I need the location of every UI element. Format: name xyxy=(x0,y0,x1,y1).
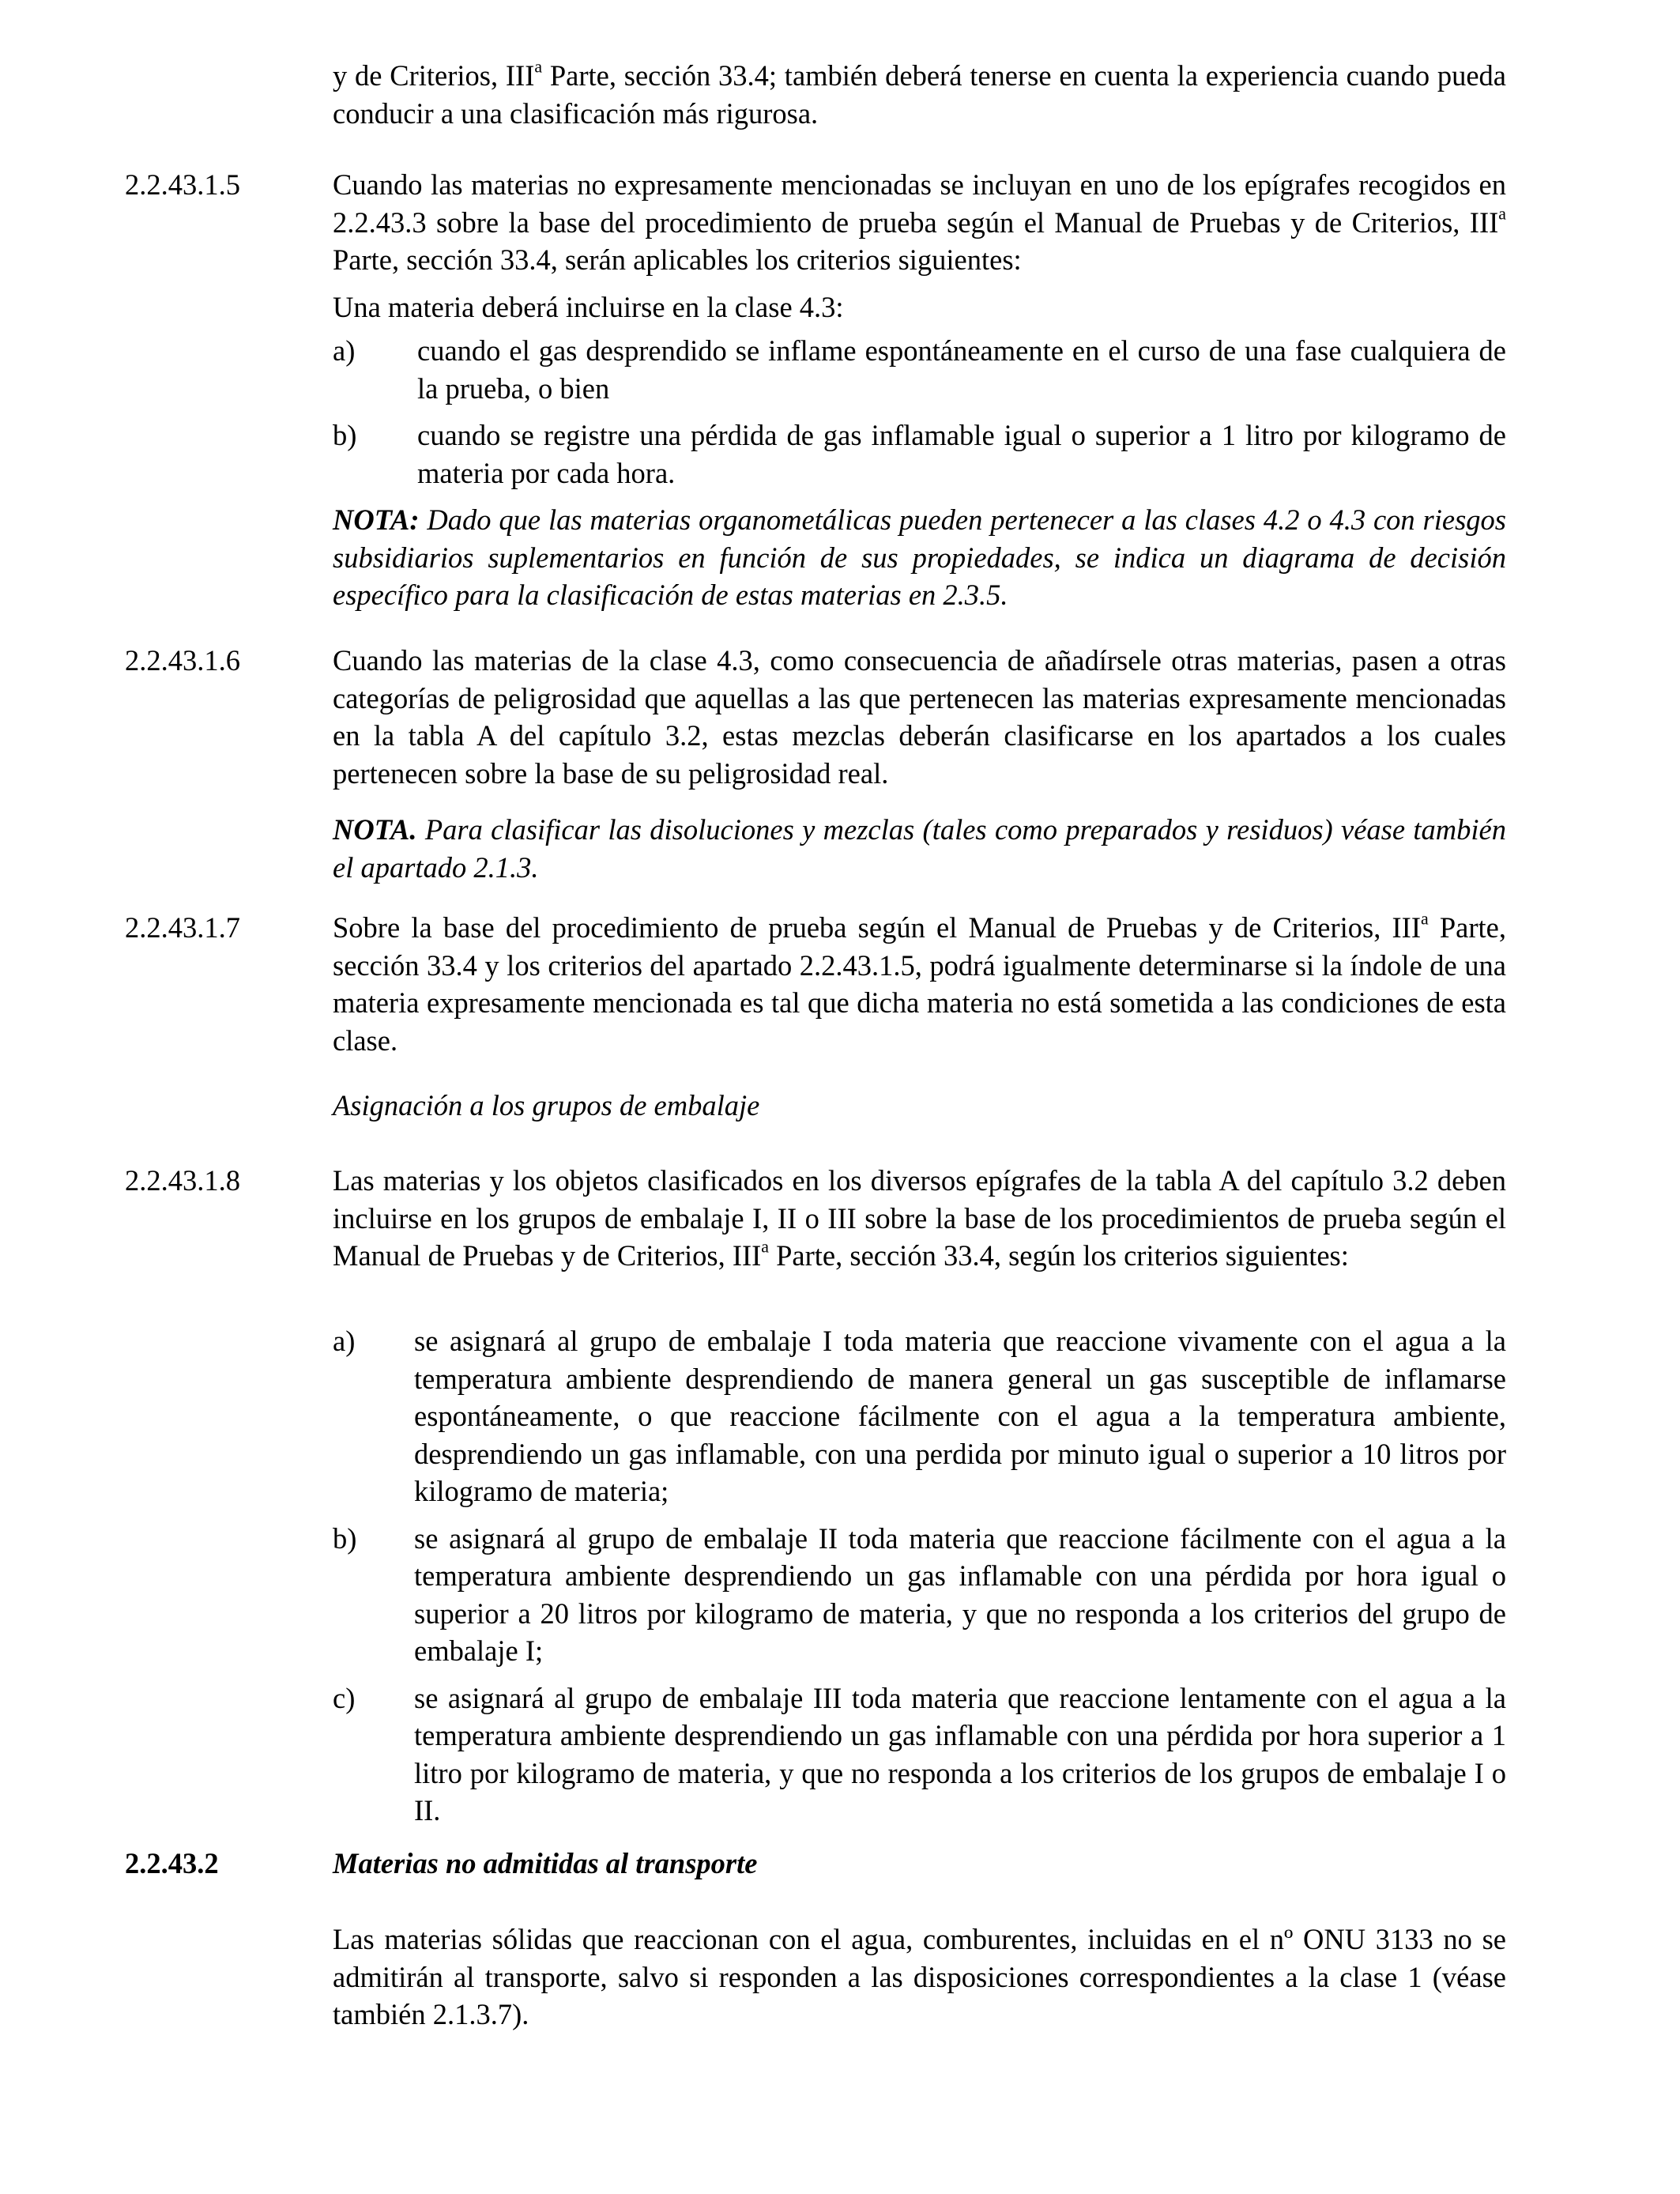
list-item-text: se asignará al grupo de embalaje III toda materia que reaccione lentamente con el agua a la temperatura ambiente desprendiendo un gas inflamable con una pérdida por hora superior a 1 litro por kilogramo de materia, y que no responda a los criterios de los grupos de embalaje I o II. xyxy=(414,1681,1506,1826)
note xyxy=(333,501,1506,614)
paragraph: Una materia deberá incluirse en la clase 4.3: xyxy=(333,290,844,323)
section-number: 2.2.43.2 xyxy=(125,1847,219,1879)
paragraph: Cuando las materias de la clase 4.3, como consecuencia de añadírsele otras materias, pasen a otras categorías de peligrosidad que aquellas a las que pertenecen las materias expresamente mencionadas en la tabla A del capítulo 3.2, estas mezclas deberán clasificarse en los apartados a los cuales pertenecen sobre la base de su peligrosidad real. xyxy=(333,644,1506,790)
paragraph: Cuando las materias no expresamente mencionadas se incluyan en uno de los epígrafes recogidos en 2.2.43.3 sobre la base del procedimiento de prueba según el Manual de Pruebas y de Criterios, III$^a$ Parte, sección 33.4, serán aplicables los criterios siguientes: xyxy=(333,168,1506,276)
paragraph: Las materias y los objetos clasificados en los diversos epígrafes de la tabla A del capítulo 3.2 deben incluirse en los grupos de embalaje I, II o III sobre la base de los procedimientos de prueba según el Manual de Pruebas y de Criterios, III$^a$ Parte, sección 33.4, según los criterios siguientes: xyxy=(333,1164,1506,1272)
list-item xyxy=(333,417,1506,492)
list-item xyxy=(333,1520,1506,1670)
paragraph: Las materias sólidas que reaccionan con el agua, comburentes, incluidas en el nº ONU 3133 no se admitirán al transporte, salvo si responden a las disposiciones correspondientes a la clase 1 (véase también 2.1.3.7). xyxy=(333,1923,1506,2030)
list-item-label: a) xyxy=(333,1325,356,1357)
list-item-text: se asignará al grupo de embalaje I toda materia que reaccione vivamente con el agua a la temperatura ambiente desprendiendo de manera general un gas susceptible de inflamarse espontáneamente, o que reaccione fácilmente con el agua a la temperatura ambiente, desprendiendo un gas inflamable, con una perdida por minuto igual o superior a 10 litros por kilogramo de materia; xyxy=(414,1325,1506,1507)
section-number: 2.2.43.1.8 xyxy=(125,1164,240,1197)
note-label: NOTA: xyxy=(333,503,420,536)
note xyxy=(333,811,1506,886)
paragraph: Sobre la base del procedimiento de prueba según el Manual de Pruebas y de Criterios, III$^a$ Parte, sección 33.4 y los criterios del apartado 2.2.43.1.5, podrá igualmente determinarse si la índole de una materia expresamente mencionada es tal que dicha materia no está sometida a las condiciones de esta clase. xyxy=(333,908,1507,1057)
list-item xyxy=(333,1679,1506,1830)
section-number: 2.2.43.1.5 xyxy=(125,168,240,201)
list-item-label: b) xyxy=(333,1521,357,1555)
subheading: Asignación a los grupos de embalaje xyxy=(333,1089,760,1122)
section-number: 2.2.43.1.7 xyxy=(125,911,240,944)
note-text: Dado que las materias organometálicas pueden pertenecer a las clases 4.2 o 4.3 con riesgos subsidiarios suplementarios en función de sus propiedades, se indica un diagrama de decisión específico para la clasificación de estas materias en 2.3.5. xyxy=(333,503,1507,611)
intro-paragraph: y de Criterios, III$^a$ Parte, sección 33.4; también deberá tenerse en cuenta la experiencia cuando pueda conducir a una clasificación más rigurosa. xyxy=(333,56,1506,130)
list-item-text: se asignará al grupo de embalaje II toda materia que reaccione fácilmente con el agua a la temperatura ambiente desprendiendo un gas inflamable con una pérdida por hora igual o superior a 20 litros por kilogramo de materia, y que no responda a los criterios del grupo de embalaje I; xyxy=(414,1521,1506,1667)
list-item-text: cuando se registre una pérdida de gas inflamable igual o superior a 1 litro por kilogramo de materia por cada hora. xyxy=(417,419,1506,489)
note-text: Para clasificar las disoluciones y mezclas (tales como preparados y residuos) véase también el apartado 2.1.3. xyxy=(333,813,1506,884)
section-title: Materias no admitidas al transporte xyxy=(333,1847,758,1879)
criteria-list xyxy=(333,332,1506,492)
note-label: NOTA. xyxy=(333,813,417,846)
list-item xyxy=(333,1322,1506,1510)
section-number: 2.2.43.1.6 xyxy=(125,644,240,677)
list-item-label: b) xyxy=(333,419,357,451)
list-item-text: cuando el gas desprendido se inflame espontáneamente en el curso de una fase cualquiera de la prueba, o bien xyxy=(417,334,1506,405)
list-item xyxy=(333,332,1506,407)
list-item-label: a) xyxy=(333,334,356,367)
list-item-label: c) xyxy=(333,1681,356,1714)
